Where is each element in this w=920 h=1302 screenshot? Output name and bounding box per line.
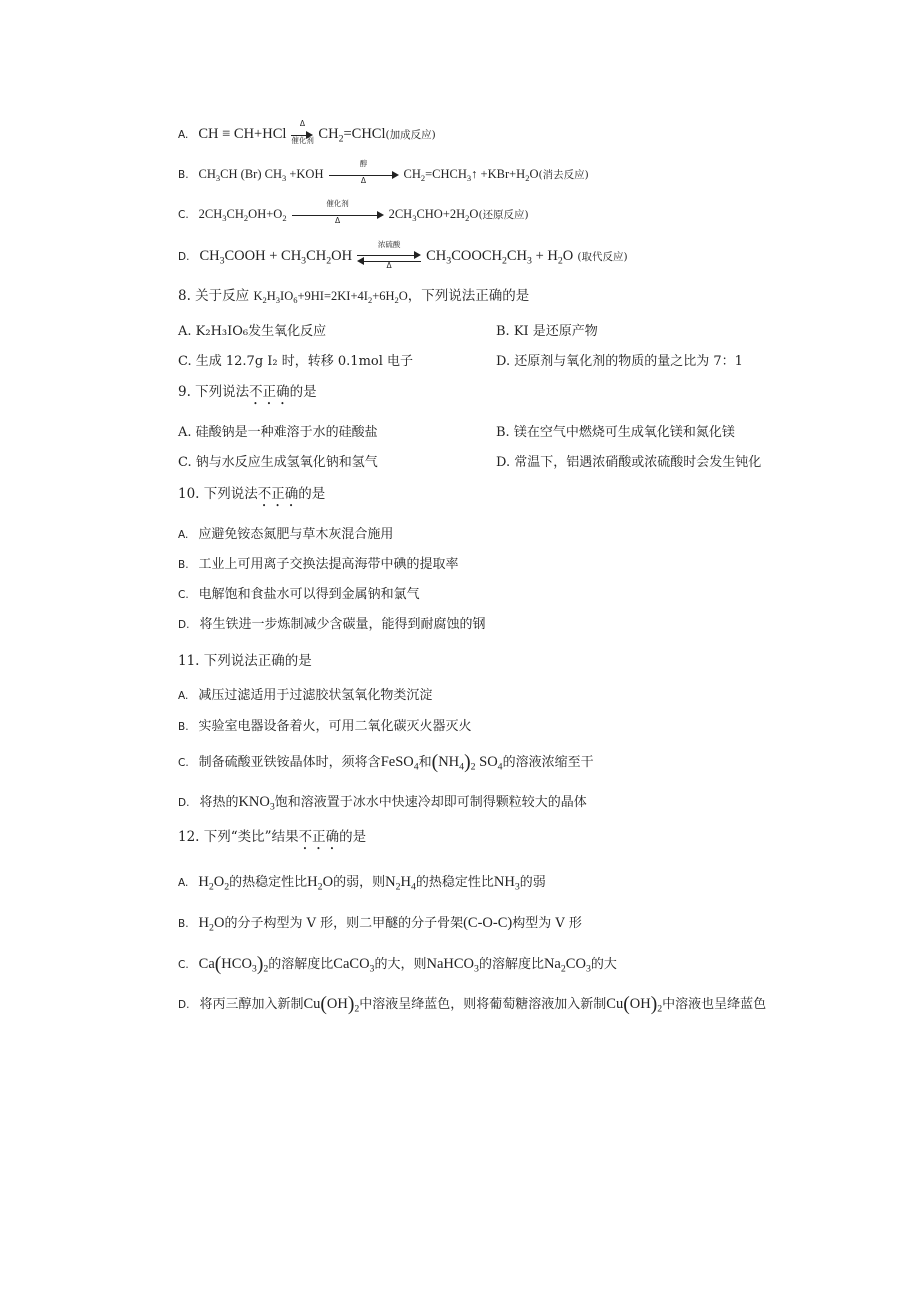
q10-stem: 10. 下列说法不正确的是	[178, 486, 326, 502]
q10-option-d: D. 将生铁进一步炼制减少含碳量，能得到耐腐蚀的钢	[178, 617, 486, 632]
q11-option-d: D. 将热的$KNO_3$饱和溶液置于冰水中快速冷却即可制得颗粒较大的晶体	[178, 794, 587, 813]
q7-option-b	[178, 158, 589, 185]
option-label: A.	[178, 129, 189, 141]
equation-rhs: $2CH_3CHO+2H_2O$	[388, 207, 479, 223]
q8-option-a: A. K₂H₃IO₆发生氧化反应	[178, 324, 327, 339]
reaction-arrow: 醇 Δ	[329, 165, 399, 185]
q10-option-a: A. 应避免铵态氮肥与草木灰混合施用	[178, 527, 394, 542]
reaction-arrow: Δ 催化剂	[291, 118, 314, 145]
equation-lhs: $CH_3CH$ (Br) $CH_3 +KOH$	[198, 167, 324, 183]
q7-option-c	[178, 198, 529, 225]
q12-stem: 12. 下列“类比”结果不正确的是	[178, 829, 367, 845]
reaction-type: (还原反应)	[478, 209, 529, 221]
reversible-arrow: 浓硫酸 Δ	[357, 247, 421, 267]
option-label: C.	[178, 209, 189, 221]
q9-option-a: A. 硅酸钠是一种难溶于水的硅酸盐	[178, 425, 378, 440]
q8-option-b: B. KI 是还原产物	[496, 324, 598, 339]
q11-stem: 11. 下列说法正确的是	[178, 653, 312, 669]
q12-option-d: D. 将丙三醇加入新制$Cu(OH)_2$中溶液呈绛蓝色，则将葡萄糖溶液加入新制$Cu(OH)_2$中溶液也呈绛蓝色	[178, 993, 767, 1015]
q8-option-c: C. 生成 12.7g I₂ 时，转移 0.1mol 电子	[178, 354, 414, 369]
q11-option-a: A. 减压过滤适用于过滤胶状氢氧化物类沉淀	[178, 688, 433, 703]
reaction-arrow: 催化剂 Δ	[292, 205, 384, 225]
q12-option-c: C. $Ca(HCO_3)_2$的溶解度比CaCO$_3$的大，则NaHCO$_3$的溶解度比$Na_2CO_3$的大	[178, 953, 617, 975]
q10-option-c: C. 电解饱和食盐水可以得到金属钠和氯气	[178, 587, 420, 602]
equation-lhs: $2CH_3CH_2OH+O_2$	[198, 207, 287, 223]
equation-lhs: $CH_3COOH + CH_3CH_2OH$	[199, 248, 353, 267]
q12-option-a: A. $H_2O_2$的热稳定性比$H_2O$的弱，则$N_2H_4$的热稳定性比$NH_3$的弱	[178, 874, 546, 893]
reaction-type: (取代反应)	[577, 251, 628, 263]
option-label: B.	[178, 169, 189, 181]
q9-option-d: D. 常温下，铝遇浓硝酸或浓硫酸时会发生钝化	[496, 455, 762, 470]
equation-rhs: $CH_2=CHCl$	[318, 126, 386, 145]
equation-rhs: $CH_3COOCH_2CH_3 + H_2O$	[426, 248, 574, 267]
q9-option-b: B. 镁在空气中燃烧可生成氧化镁和氮化镁	[496, 425, 735, 440]
q9-option-c: C. 钠与水反应生成氢氧化钠和氢气	[178, 455, 378, 470]
q10-option-b: B. 工业上可用离子交换法提高海带中碘的提取率	[178, 557, 459, 572]
q11-option-b: B. 实验室电器设备着火，可用二氧化碳灭火器灭火	[178, 719, 472, 734]
q7-option-d	[178, 239, 628, 270]
equation-rhs: $CH_2=CHCH_3↑ +KBr+H_2O$	[403, 167, 539, 183]
q8-stem: 8. 关于反应 $K_2H_3IO_6+9HI=2KI+4I_2+6H_2O$，下列说法正确的是	[178, 288, 530, 305]
equation-lhs: CH ≡ CH+HCl	[198, 126, 287, 142]
q11-option-c: C. 制备硫酸亚铁铵晶体时，须将含FeSO$_4$和$(NH_4)_2$ $SO_4$的溶液浓缩至干	[178, 751, 594, 773]
emphasis-not-correct: 不正确	[298, 829, 340, 845]
option-label: D.	[178, 251, 190, 263]
q9-stem: 9. 下列说法不正确的是	[178, 384, 317, 400]
emphasis-not-correct: 不正确	[257, 486, 299, 502]
q7-option-a	[178, 118, 436, 145]
reaction-type: (消去反应)	[538, 169, 589, 181]
q8-option-d: D. 还原剂与氧化剂的物质的量之比为 7：1	[496, 354, 743, 369]
reaction-type: (加成反应)	[385, 129, 436, 141]
q12-option-b: B. $H_2O$的分子构型为 V 形，则二甲醚的分子骨架(C-O-C)构型为 V 形	[178, 915, 582, 934]
reaction-equation: $K_2H_3IO_6+9HI=2KI+4I_2+6H_2O$	[253, 289, 408, 305]
emphasis-not-correct: 不正确	[249, 384, 290, 400]
